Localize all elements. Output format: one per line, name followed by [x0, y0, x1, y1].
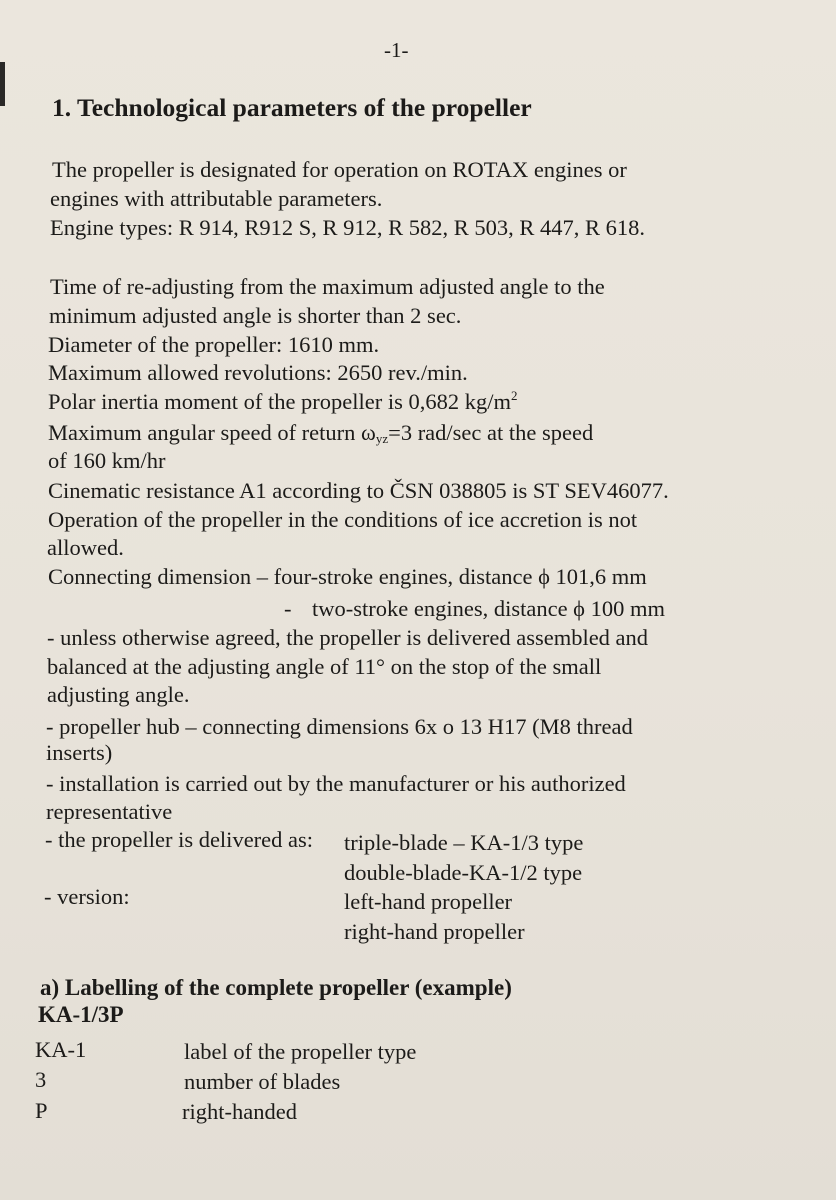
delivered-label: - the propeller is delivered as: [45, 827, 314, 852]
connecting-dimension-line: Connecting dimension – four-stroke engines, distance ϕ 101,6 mm [48, 564, 647, 589]
version-option: left-hand propeller [344, 889, 513, 914]
page-edge-shadow [0, 62, 5, 106]
angular-speed-text: Maximum angular speed of return ω [48, 420, 376, 445]
labelling-key: KA-1 [35, 1037, 87, 1062]
intro-line: The propeller is designated for operation on ROTAX engines or [52, 157, 627, 182]
labelling-value: label of the propeller type [184, 1039, 417, 1064]
page-number: -1- [384, 38, 409, 62]
note-line: inserts) [46, 740, 113, 765]
polar-inertia-exponent: 2 [511, 388, 518, 403]
labelling-value: number of blades [184, 1069, 341, 1094]
note-line: adjusting angle. [47, 682, 190, 707]
param-line: minimum adjusted angle is shorter than 2 sec. [49, 303, 462, 328]
resistance-line: Cinematic resistance A1 according to ČSN 038805 is ST SEV46077. [48, 478, 669, 503]
labelling-code: KA-1/3P [38, 1002, 124, 1027]
diameter-line: Diameter of the propeller: 1610 mm. [48, 332, 380, 357]
two-stroke-dash: - [284, 596, 292, 621]
intro-line: engines with attributable parameters. [50, 186, 383, 211]
engine-types: Engine types: R 914, R912 S, R 912, R 582, R 503, R 447, R 618. [50, 215, 646, 240]
note-line: balanced at the adjusting angle of 11° on the stop of the small [47, 654, 602, 679]
labelling-value: right-handed [182, 1099, 297, 1124]
param-line: Time of re-adjusting from the maximum adjusted angle to the [50, 274, 605, 299]
note-line: - installation is carried out by the manufacturer or his authorized [46, 771, 626, 796]
polar-inertia-text: Polar inertia moment of the propeller is 0,682 kg/m [48, 389, 512, 414]
revolutions-line: Maximum allowed revolutions: 2650 rev./min. [48, 360, 468, 385]
note-line: - propeller hub – connecting dimensions 6x o 13 H17 (M8 thread [46, 714, 633, 739]
two-stroke-line: two-stroke engines, distance ϕ 100 mm [312, 596, 666, 621]
angular-speed-value: =3 rad/sec at the speed [388, 420, 594, 445]
angular-speed-line [48, 422, 593, 445]
version-option: right-hand propeller [344, 919, 525, 944]
ice-line: Operation of the propeller in the conditions of ice accretion is not [48, 507, 638, 532]
note-line: - unless otherwise agreed, the propeller is delivered assembled and [47, 625, 649, 650]
labelling-key: P [35, 1098, 48, 1123]
labelling-heading: a) Labelling of the complete propeller (example) [40, 975, 512, 1000]
angular-speed-subscript: yz [375, 431, 389, 446]
angular-speed-line-2: of 160 km/hr [48, 448, 166, 473]
labelling-key: 3 [35, 1067, 47, 1092]
delivered-option: triple-blade – KA-1/3 type [344, 830, 584, 855]
section-heading: 1. Technological parameters of the propeller [52, 93, 532, 122]
delivered-option: double-blade-KA-1/2 type [344, 860, 583, 885]
version-label: - version: [44, 884, 130, 909]
ice-line-2: allowed. [47, 535, 124, 560]
note-line: representative [46, 799, 173, 824]
polar-inertia-line [48, 388, 518, 414]
